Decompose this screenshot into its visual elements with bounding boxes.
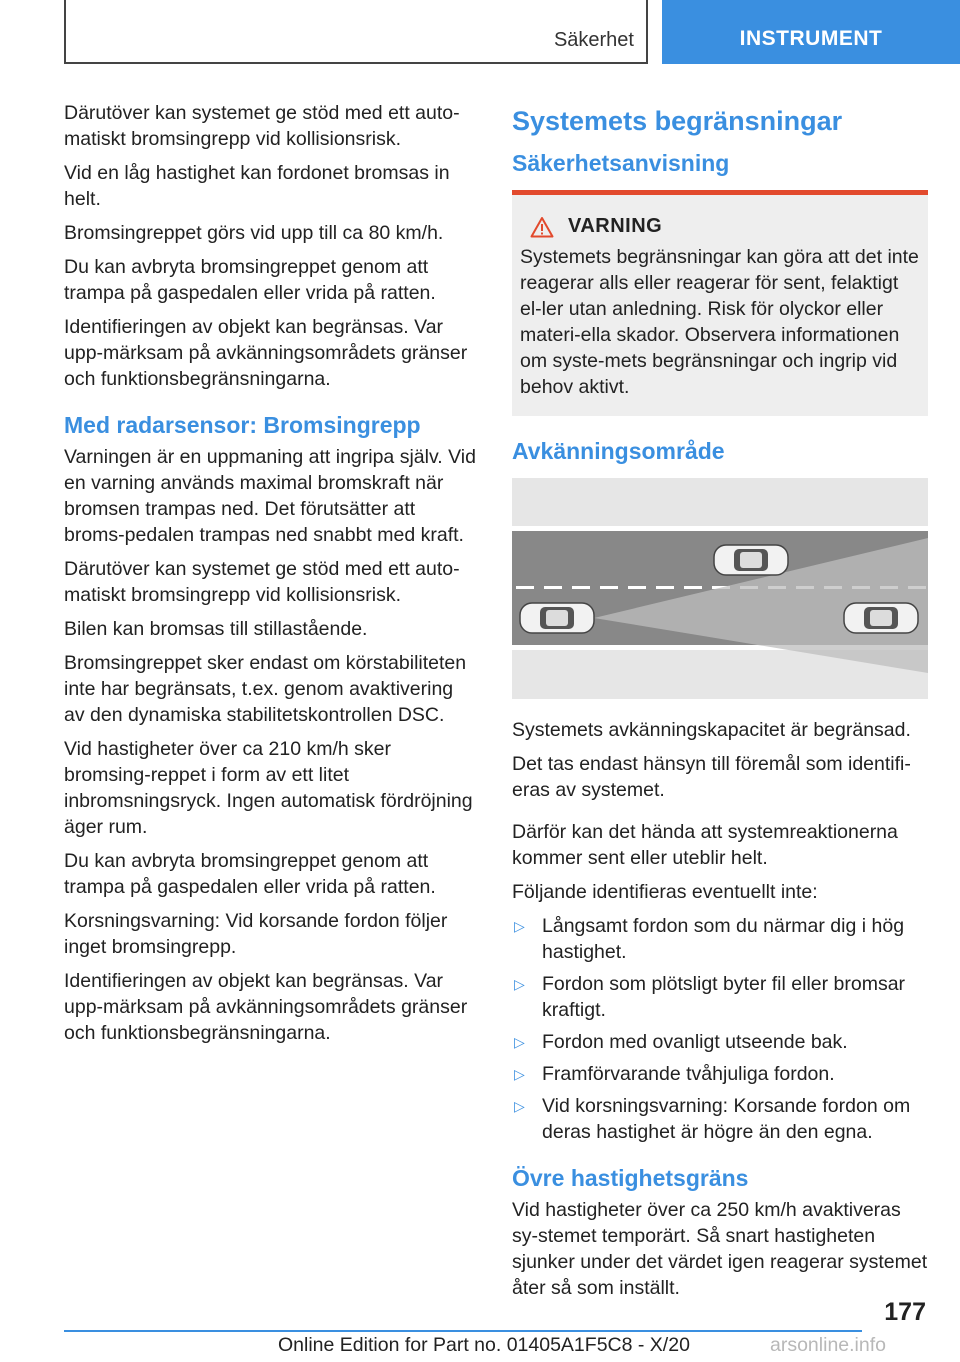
warning-text: Systemets begränsningar kan göra att det inte reagerar alls eller reagerar för sent, felaktigt el-ler utan anledning. Risk för olyckor eller materi-ella skador. Observera informationen om syste-mets begränsningar och ingrip vid behov aktivt. [520,246,919,398]
paragraph: Korsningsvarning: Vid korsande fordon följer inget bromsingrepp. [64,910,448,958]
paragraph: Vid hastigheter över ca 210 km/h sker bromsing-reppet i form av ett litet inbromsningsryck. Ingen automatisk fördröjning äger rum. [64,738,473,838]
header-section-box [64,0,648,64]
footer-divider [64,1330,862,1332]
paragraph: Systemets avkänningskapacitet är begränsad. [512,719,911,741]
paragraph: Vid en låg hastighet kan fordonet bromsas in helt. [64,162,450,210]
warning-header [530,215,920,238]
paragraph: Du kan avbryta bromsingreppet genom att trampa på gaspedalen eller vrida på ratten. [64,850,436,898]
list-item: ▷ Fordon med ovanligt utseende bak. [514,1031,848,1053]
warning-box [512,190,928,416]
page-title: Systemets begränsningar [512,106,843,136]
header-chapter-tab[interactable]: INSTRUMENT [662,0,960,64]
paragraph: Därutöver kan systemet ge stöd med ett auto-matiskt bromsingrepp vid kollisionsrisk. [64,558,460,606]
detection-area-illustration [512,478,928,699]
section-heading-detection-area: Avkänningsområde [512,438,725,464]
list-item: ▷ Långsamt fordon som du närmar dig i hög hastighet. [514,915,905,963]
car-icon [714,545,788,575]
list-item: ▷ Fordon som plötsligt byter fil eller bromsar kraftigt. [514,973,906,1021]
bullet-triangle-icon: ▷ [514,976,525,992]
warning-triangle-icon [530,216,554,238]
warning-title: VARNING [568,215,663,237]
header-section-title: Säkerhet [553,29,634,51]
car-icon [844,603,918,633]
left-column [64,100,476,1054]
paragraph: Bromsingreppet görs vid upp till ca 80 km/h. [64,222,444,244]
page-number: 177 [884,1298,926,1326]
paragraph: Du kan avbryta bromsingreppet genom att trampa på gaspedalen eller vrida på ratten. [64,256,436,304]
safety-subtitle: Säkerhetsanvisning [512,150,730,176]
car-icon [520,603,594,633]
section-heading-speed-limit: Övre hastighetsgräns [512,1165,749,1191]
bullet-triangle-icon: ▷ [514,1098,525,1114]
paragraph: Identifieringen av objekt kan begränsas. Var upp-märksam på avkänningsområdets gränser och funktionsbegränsningarna. [64,970,468,1044]
paragraph: Bilen kan bromsas till stillastående. [64,618,368,640]
road-diagram [512,478,928,699]
list-item: ▷ Vid korsningsvarning: Korsande fordon om deras hastighet är högre än den egna. [514,1095,911,1143]
bullet-triangle-icon: ▷ [514,918,525,934]
not-detected-list [512,913,928,1145]
bullet-triangle-icon: ▷ [514,1066,525,1082]
section-heading-radar: Med radarsensor: Bromsingrepp [64,412,421,438]
paragraph: Vid hastigheter över ca 250 km/h avaktiveras sy-stemet temporärt. Så snart hastigheten sjunker under det värdet igen reagerar systemet åter så som inställt. [512,1199,928,1299]
watermark: arsonline.info [770,1334,886,1356]
paragraph: Därutöver kan systemet ge stöd med ett auto-matiskt bromsingrepp vid kollisionsrisk. [64,102,460,150]
bullet-triangle-icon: ▷ [514,1034,525,1050]
paragraph: Följande identifieras eventuellt inte: [512,881,818,903]
paragraph: Det tas endast hänsyn till föremål som identifi-eras av systemet. [512,753,911,801]
paragraph: Identifieringen av objekt kan begränsas. Var upp-märksam på avkänningsområdets gränser och funktionsbegränsningarna. [64,316,468,390]
right-column [512,100,928,1309]
list-item: ▷ Framförvarande tvåhjuliga fordon. [514,1063,835,1085]
footer-edition-link[interactable]: Online Edition for Part no. 01405A1F5C8 - X/20 [278,1334,690,1356]
paragraph: Bromsingreppet sker endast om körstabiliteten inte har begränsats, t.ex. genom avaktivering av den dynamiska stabilitetskontrollen DSC. [64,652,467,726]
paragraph: Varningen är en uppmaning att ingripa själv. Vid en varning används maximal bromskraft när bromsen trampas ned. Det förutsätter att broms-pedalen trampas ned snabbt med kraft. [64,446,476,546]
paragraph: Därför kan det hända att systemreaktionerna kommer sent eller uteblir helt. [512,821,898,869]
